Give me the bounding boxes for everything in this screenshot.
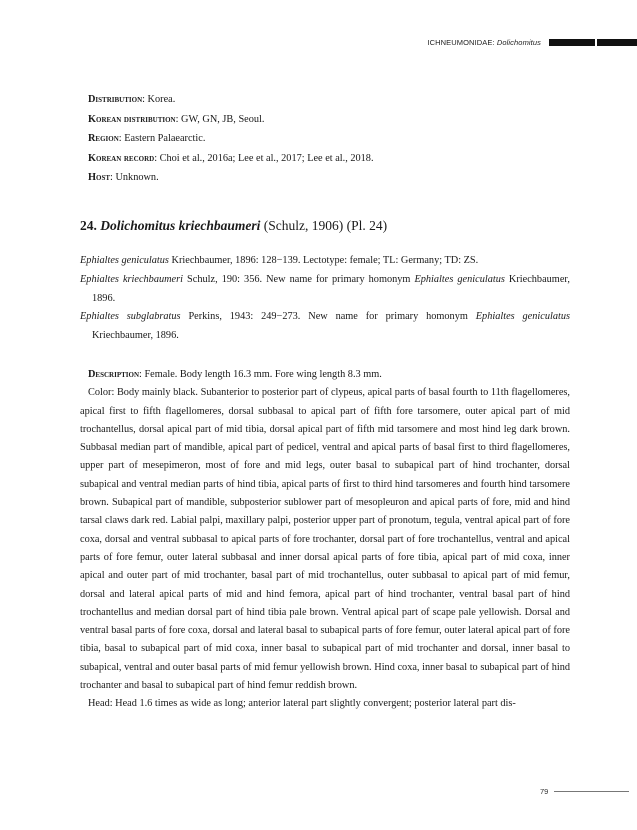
species-heading	[80, 218, 580, 234]
running-header-text	[427, 38, 541, 47]
synonym-name: Ephialtes kriechbaumeri	[80, 273, 183, 285]
synonym-homonym-name: Ephialtes geniculatus	[475, 311, 570, 323]
korean-distribution-line	[88, 110, 568, 130]
color-paragraph: Color: Body mainly black. Subanterior to posterior part of clypeus, apical parts of basal fourth to 11th flagellomeres, apical first to fifth flagellomeres, dorsal subbasal to apical part of fifth fore tarsomere, outer apical part of mid trochantellus, dorsal apical part of mid tibia, dorsal apical part of fifth mid tarsomere and most hind leg dark brown. Subbasal median part of mandible, apical part of pedicel, ventral and apical parts of basal first to third flagellomeres, upper part of mesepimeron, most of fore and mid legs, outer basal to subapical part of hind trochanter, dorsal subapical and ventral median parts of hind tibia, apical parts of first to third hind tarsomeres and fourth hind tarsomere brown. Subapical part of mandible, subposterior sublower part of mesopleuron and apical parts of fore, mid and hind tarsal claws dark red. Labial palpi, maxillary palpi, posterior upper part of pronotum, tegula, ventral apical part of fore coxa, dorsal and ventral subbasal to apical parts of fore trochanter, dorsal part of fore trochantellus, ventral and apical parts of fore femur, outer lateral subbasal and inner dorsal apical parts of fore tibia, apical part of mid coxa, inner apical and outer part of mid trochanter, basal part of mid trochantellus, outer subbasal to apical part of mid femur, dorsal and lateral apical parts of mid and hind femora, apical part of hind trochanter, ventral basal part of hind trochantellus and median dorsal part of hind tibia pale brown. Ventral apical part of scape pale yellowish. Dorsal and ventral basal parts of fore coxa, dorsal and lateral basal to subapical parts of fore femur, outer lateral apical part of fore tibia, basal to subapical part of mid coxa, inner basal to subapical part of mid trochanter and dorsal, inner basal to subapical, ventral and outer basal parts of mid femur yellowish brown. Hind coxa, inner basal to subapical part of hind trochanter and basal to subapical part of hind femur reddish brown.	[80, 387, 570, 692]
head-paragraph: Head: Head 1.6 times as wide as long; anterior lateral part slightly convergent; posterior lateral part dis-	[88, 698, 516, 710]
species-number: 24.	[80, 218, 97, 233]
footer-rule	[554, 791, 629, 792]
header-bar	[549, 39, 595, 46]
header-section: ICHNEUMONIDAE:	[427, 37, 495, 47]
host-value: : Unknown.	[110, 172, 159, 183]
synonym-name: Ephialtes subglabratus	[80, 311, 181, 323]
korean-record-label: Korean record	[88, 152, 155, 164]
region-value: : Eastern Palaearctic.	[118, 133, 206, 144]
species-name: Dolichomitus kriechbaumeri	[100, 218, 261, 233]
korean-distribution-value: : GW, GN, JB, Seoul.	[175, 113, 265, 125]
korean-record-line	[88, 149, 568, 169]
synonym-entry	[80, 271, 570, 309]
region-label: Region	[88, 133, 119, 144]
korean-distribution-label: Korean distribution	[88, 113, 176, 125]
species-authority: (Schulz, 1906) (Pl. 24)	[260, 218, 388, 233]
synonym-text: Perkins, 1943: 249−273. New name for primary homonym	[180, 311, 476, 323]
header-bar-edge	[597, 39, 637, 46]
species-meta-block	[88, 90, 568, 188]
distribution-label: Distribution	[88, 94, 143, 105]
region-line	[88, 129, 568, 149]
synonym-text: Schulz, 190: 356. New name for primary homonym	[183, 273, 415, 285]
synonym-homonym-name: Ephialtes geniculatus	[414, 273, 505, 285]
korean-record-value: : Choi et al., 2016a; Lee et al., 2017; Lee et al., 2018.	[154, 152, 374, 164]
synonym-name: Ephialtes geniculatus	[80, 255, 169, 266]
running-header	[427, 37, 637, 47]
description-intro-text: : Female. Body length 16.3 mm. Fore wing length 8.3 mm.	[139, 369, 382, 380]
page-footer	[540, 787, 629, 796]
header-genus: Dolichomitus	[496, 37, 541, 47]
page-number: 79	[540, 787, 549, 796]
host-label: Host	[88, 172, 111, 183]
synonymy-list	[80, 252, 570, 346]
description-body	[80, 366, 570, 714]
synonym-entry	[80, 252, 570, 271]
host-line	[88, 168, 568, 188]
synonym-text: Kriechbaumer, 1896: 128−139. Lectotype: female; TL: Germany; TD: ZS.	[168, 255, 479, 266]
synonym-entry	[80, 308, 570, 346]
distribution-line	[88, 90, 568, 110]
synonym-text-tail: Kriechbaumer, 1896.	[92, 273, 570, 304]
synonym-text-tail: Kriechbaumer, 1896.	[92, 330, 179, 342]
distribution-value: : Korea.	[142, 94, 176, 105]
description-intro	[80, 366, 570, 384]
description-label: Description	[88, 369, 140, 380]
